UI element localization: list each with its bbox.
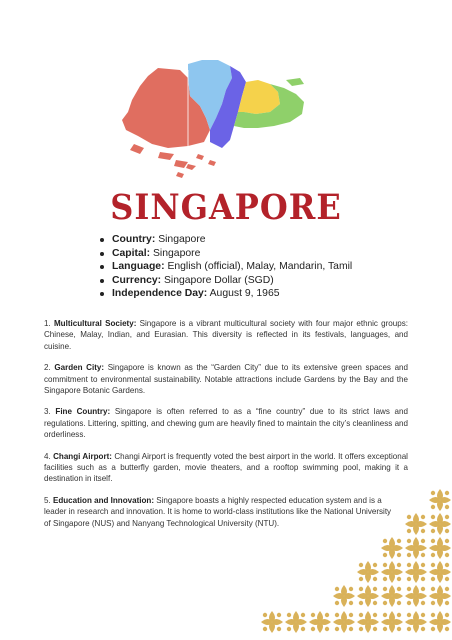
- floral-ornament-image: [250, 488, 452, 640]
- fact-independence-day: Independence Day: August 9, 1965: [98, 287, 352, 301]
- singapore-map-image: [118, 56, 348, 180]
- section-fine-country: 3. Fine Country: Singapore is often referred to as a “fine country” due to its strict laws and regulations. Littering, spitting, and chewing gum are heavily fined to maintain the city’s cleanliness and orderliness.: [44, 407, 408, 440]
- section-multicultural-society: 1. Multicultural Society: Singapore is a vibrant multicultural society with four major ethnic groups: Chinese, Malay, Indian, and Eurasian. This diversity is reflected in its festivals, languages, and cuisine.: [44, 319, 408, 351]
- section-changi-airport: 4. Changi Airport: Changi Airport is frequently voted the best airport in the world. It offers exceptional facilities such as a butterfly garden, movie theaters, and a rooftop swimming pool, making it a destination in itself.: [44, 451, 408, 484]
- page-title: SINGAPORE: [110, 186, 342, 228]
- fact-country: Country: Singapore: [98, 233, 352, 247]
- fact-currency: Currency: Singapore Dollar (SGD): [98, 274, 352, 288]
- section-garden-city: 2. Garden City: Singapore is known as the “Garden City” due to its extensive green spaces and commitment to environmental sustainability. Notable attractions include Gardens by the Bay and the Singapore Botanic Gardens.: [44, 363, 408, 396]
- fact-capital: Capital: Singapore: [98, 247, 352, 261]
- fact-language: Language: English (official), Malay, Mandarin, Tamil: [98, 260, 352, 274]
- facts-list: [98, 233, 352, 301]
- section-education-innovation: 5. Education and Innovation: Singapore boasts a highly respected education system and is a leader in research and innovation. It is home to world-class institutions like the National University of Singapore (NUS) and Nanyang Technological University (NTU).: [44, 495, 392, 528]
